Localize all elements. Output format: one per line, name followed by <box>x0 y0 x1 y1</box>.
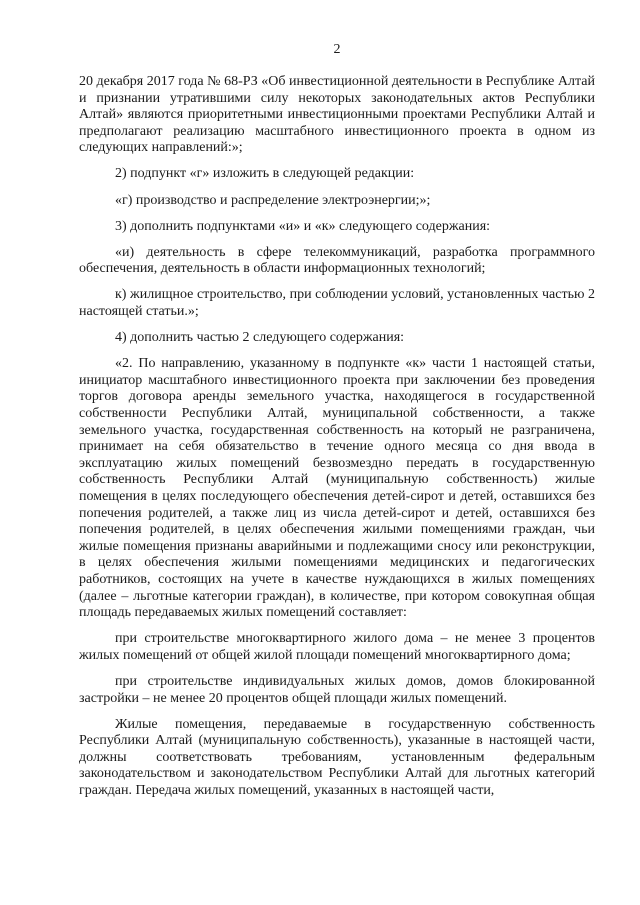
document-page <box>79 0 595 905</box>
paragraph-part-2: «2. По направлению, указанному в подпункте «к» части 1 настоящей статьи, инициатор масштабного инвестиционного проекта при заключении без проведения торгов договора аренды земельного участка, находящегося в государственной собственности Республики Алтай, муниципальной собственности, а также земельного участка, государственная собственность на который не разграничена, принимает на себя обязательство в течение одного месяца со дня ввода в эксплуатацию жилых помещений безвозмездно передать в государственную собственность Республики Алтай (муниципальную собственность) жилые помещения в целях последующего обеспечения детей-сирот и детей, оставшихся без попечения родителей, а также лиц из числа детей-сирот и детей, оставшихся без попечения родителей, в целях обеспечения жилыми помещениями граждан, чьи жилые помещения признаны аварийными и подлежащими сносу или реконструкции, в целях обеспечения жилыми помещениями медицинских и педагогических работников, состоящих на учете в качестве нуждающихся в жилых помещениях (далее – льготные категории граждан), в количестве, при котором совокупная общая площадь передаваемых жилых помещений составляет: <box>79 356 595 621</box>
paragraph-item-2: 2) подпункт «г» изложить в следующей редакции: <box>115 166 415 182</box>
paragraph-law-reference: 20 декабря 2017 года № 68-РЗ «Об инвестиционной деятельности в Республике Алтай и признании утратившими силу некоторых законодательных актов Республики Алтай» являются приоритетными инвестиционными проектами Республики Алтай и предполагают реализацию масштабного инвестиционного проекта в одном из следующих направлений:»; <box>79 74 595 156</box>
paragraph-item-4: 4) дополнить частью 2 следующего содержания: <box>115 330 405 346</box>
paragraph-item-3: 3) дополнить подпунктами «и» и «к» следующего содержания: <box>115 218 491 234</box>
paragraph-subitem-g: «г) производство и распределение электроэнергии;»; <box>115 192 431 208</box>
page-number: 2 <box>333 42 341 57</box>
paragraph-apartment-building: при строительстве многоквартирного жилого дома – не менее 3 процентов жилых помещений от общей жилой площади помещений многоквартирного дома; <box>79 631 595 663</box>
paragraph-requirements: Жилые помещения, передаваемые в государственную собственность Республики Алтай (муниципальную собственность), указанные в настоящей части, должны соответствовать требованиям, установленным федеральным законодательством и законодательством Республики Алтай для льготных категорий граждан. Передача жилых помещений, указанных в настоящей части, <box>79 716 595 798</box>
paragraph-subitem-k: к) жилищное строительство, при соблюдении условий, установленных частью 2 настоящей статьи.»; <box>79 287 595 320</box>
paragraph-individual-houses: при строительстве индивидуальных жилых домов, домов блокированной застройки – не менее 20 процентов общей площади жилых помещений. <box>79 673 595 706</box>
document-body <box>79 74 595 809</box>
paragraph-subitem-i: «и) деятельность в сфере телекоммуникаций, разработка программного обеспечения, деятельность в области информационных технологий; <box>79 244 595 277</box>
